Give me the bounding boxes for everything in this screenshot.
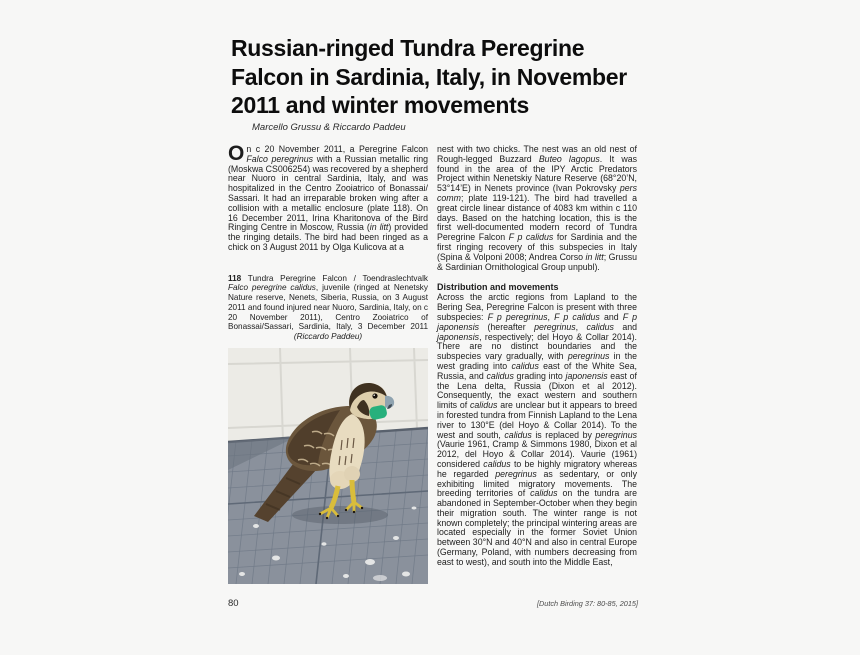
intro-paragraph [228, 142, 428, 253]
article-title [231, 34, 627, 120]
journal-reference: [Dutch Birding 37: 80-85, 2015] [536, 599, 638, 608]
falcon-eye-highlight [373, 394, 375, 396]
page-number: 80 [228, 598, 239, 609]
plate-caption [228, 274, 428, 342]
drop-cap: O [228, 142, 245, 165]
bird-shadow [292, 506, 388, 524]
plate-caption-text: Tundra Peregrine Falcon / Toendraslechtvalk Falco peregrine calidus, juvenile (ringed at Nenetsky Nature reserve, Nenets, Siberia, Russia, on 3 August 2011 and found injured near Nuoro, Sardinia, Italy, on c 20 November 2011), Centro Zooiatrico of Bonassai/Sassari, Sardinia, Italy, 3 December 2011 (Riccardo Paddeu) [228, 273, 428, 341]
continuation-paragraph: nest with two chicks. The nest was an old nest of Rough-legged Buzzard Buteo lagopus. It was found in the area of the IPY Arctic Predators Project within Nenetskiy Nature Reserve (68°20’N, 53°14’E) in Nenets province (Ivan Pokrovsky pers comm; plate 119-121). The bird had travelled a great circle linear distance of 4083 km within c 110 days. Based on the hatching location, this is the first well-documented modern record of Tundra Peregrine Falcon F p calidus for Sardinia and the first ringing recovery of this subspecies in Italy (Spina & Volponi 2008; Andrea Corso in litt; Grussu & Sardinian Ornithological Group unpubl). [437, 144, 638, 272]
article-body [228, 142, 638, 584]
page-footer [228, 598, 638, 609]
falcon-photo-illustration [228, 348, 428, 584]
plate-number: 118 [228, 273, 242, 283]
intro-text: n c 20 November 2011, a Peregrine Falcon Falco peregrinus with a Russian metallic ring (Moskwa CS006254) was recovered by a shepherd near Nuoro in central Sardinia, Italy, and was hospitalized in the Centro Zooiatrico of Bonassai/ Sassari. It had an irreparable broken wing after a collision with a metallic enclosure (plate 118). On 16 December 2011, Irina Kharitonova of the Bird Ringing Centre in Moscow, Russia (in litt) provided the ringing details. The bird had been ringed as a chick on 3 August 2011 by Olga Kulicova at a [228, 144, 428, 252]
section-paragraph: Across the arctic regions from Lapland to the Bering Sea, Peregrine Falcon is present with three subspecies: F p peregrinus, F p calidus and F p japonensis (hereafter peregrinus, calidus and japonensis, respectively; del Hoyo & Collar 2014). There are no distinct boundaries and the subspecies vary gradually, with peregrinus in the west grading into calidus east of the White Sea, Russia, and calidus grading into japonensis east of the Lena delta, Russia (Dixon et al 2012). Consequently, the exact western and southern limits of calidus are unclear but it appears to breed in forested tundra from Finnish Lapland to the Lena river to 130°E (del Hoyo & Collar 2014). To the west and south, calidus is replaced by peregrinus (Vaurie 1961, Cramp & Simmons 1980, Dixon et al 2012, del Hoyo & Collar 2014). Vaurie (1961) considered calidus to be highly migratory whereas he regarded peregrinus as sedentary, or only exhibiting limited migratory movements. The breeding territories of calidus on the tundra are abandoned in September-October when they begin their migration south. The winter range is not known completely; the principal wintering areas are located especially in the former Soviet Union between 30°N and 40°N and also in central Europe (Germany, Poland, with numbers decreasing from east to west), and south into the Middle East, [437, 292, 638, 567]
left-column [228, 142, 428, 584]
falcon-photo [228, 348, 428, 584]
right-column [437, 145, 637, 584]
falcon-eye [372, 393, 377, 398]
falcon-thigh [344, 466, 360, 482]
title-line: 2011 and winter movements [231, 92, 530, 118]
falcon-leg [352, 480, 354, 502]
title-line: Russian-ringed Tundra Peregrine [231, 35, 585, 61]
title-line: Falcon in Sardinia, Italy, in November [231, 63, 627, 90]
section-heading: Distribution and movements [437, 282, 559, 293]
article-authors: Marcello Grussu & Riccardo Paddeu [252, 122, 406, 133]
